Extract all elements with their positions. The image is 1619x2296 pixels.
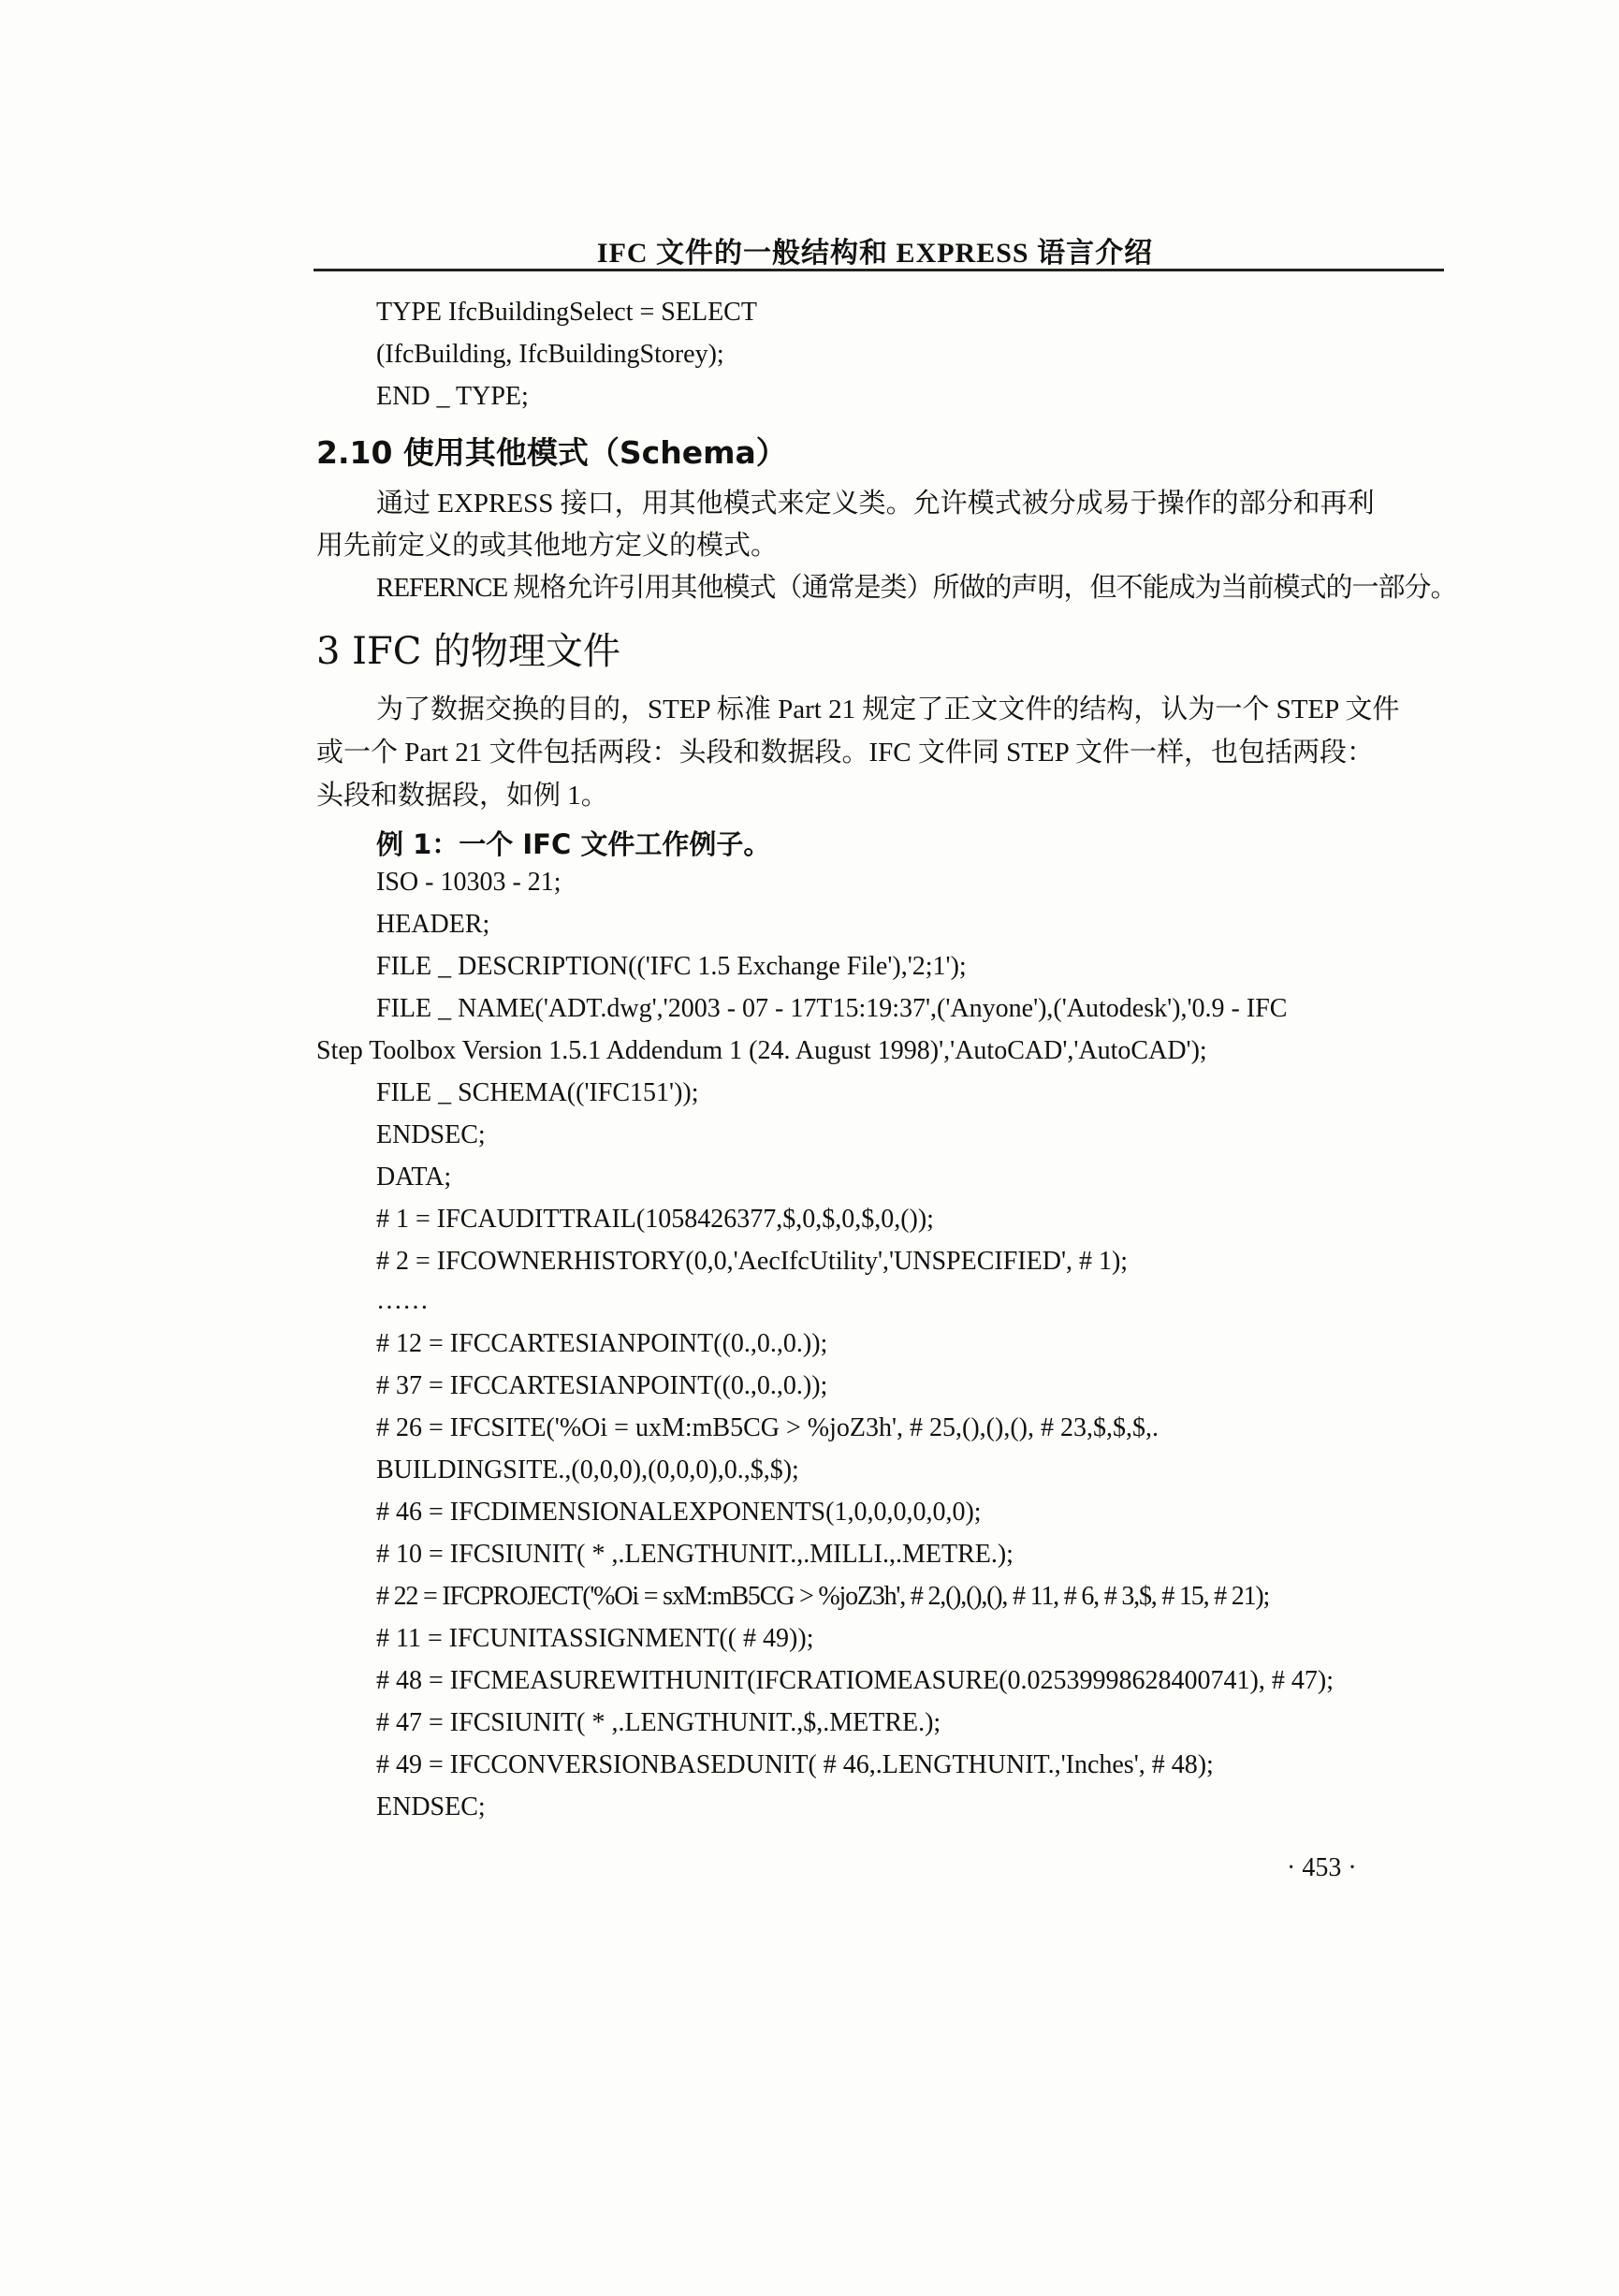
code-line: ISO - 10303 - 21; [376, 868, 562, 897]
code-line: ENDSEC; [376, 1120, 486, 1149]
code-line: # 22 = IFCPROJECT('%Oi = sxM:mB5CG > %joZ3h', # 2,(),(),(), # 11, # 6, # 3,$, # 15, # 21); [376, 1582, 1270, 1611]
code-line: # 1 = IFCAUDITTRAIL(1058426377,$,0,$,0,$,0,()); [376, 1205, 934, 1234]
code-line: END _ TYPE; [376, 382, 529, 411]
paragraph-line: 通过 EXPRESS 接口，用其他模式来定义类。允许模式被分成易于操作的部分和再利 [376, 489, 1375, 519]
code-line: Step Toolbox Version 1.5.1 Addendum 1 (24. August 1998)','AutoCAD','AutoCAD'); [316, 1036, 1207, 1065]
code-line: TYPE IfcBuildingSelect = SELECT [376, 298, 757, 327]
code-line: # 46 = IFCDIMENSIONALEXPONENTS(1,0,0,0,0,0,0); [376, 1498, 982, 1527]
page-number: · 453 · [1287, 1853, 1357, 1882]
paragraph-line: 或一个 Part 21 文件包括两段：头段和数据段。IFC 文件同 STEP 文件一样，也包括两段： [316, 738, 1374, 768]
code-line: # 47 = IFCSIUNIT( * ,.LENGTHUNIT.,$,.METRE.); [376, 1708, 941, 1737]
code-line: BUILDINGSITE.,(0,0,0),(0,0,0),0.,$,$); [376, 1455, 799, 1484]
code-line: # 11 = IFCUNITASSIGNMENT(( # 49)); [376, 1624, 814, 1653]
code-line: # 10 = IFCSIUNIT( * ,.LENGTHUNIT.,.MILLI.,.METRE.); [376, 1540, 1014, 1569]
running-head: IFC 文件的一般结构和 EXPRESS 语言介绍 [596, 238, 1154, 269]
ellipsis-line: …… [376, 1286, 429, 1315]
code-line: # 49 = IFCCONVERSIONBASEDUNIT( # 46,.LENGTHUNIT.,'Inches', # 48); [376, 1750, 1214, 1779]
section-title: 2.10 使用其他模式（Schema） [316, 434, 787, 471]
paragraph-line: 头段和数据段，如例 1。 [316, 781, 608, 811]
paragraph-line: 为了数据交换的目的，STEP 标准 Part 21 规定了正文文件的结构，认为一个 STEP 文件 [376, 695, 1400, 724]
code-line: FILE _ SCHEMA(('IFC151')); [376, 1078, 699, 1107]
code-line: ENDSEC; [376, 1792, 486, 1821]
code-line: (IfcBuilding, IfcBuildingStorey); [376, 340, 724, 369]
code-line: DATA; [376, 1163, 452, 1192]
paragraph-line: REFERNCE 规格允许引用其他模式（通常是类）所做的声明，但不能成为当前模式的一部分。 [376, 573, 1457, 603]
code-line: FILE _ DESCRIPTION(('IFC 1.5 Exchange File'),'2;1'); [376, 952, 967, 981]
example-title: 例 1：一个 IFC 文件工作例子。 [376, 828, 771, 860]
code-line: # 2 = IFCOWNERHISTORY(0,0,'AecIfcUtility','UNSPECIFIED', # 1); [376, 1247, 1129, 1276]
paragraph-line: 用先前定义的或其他地方定义的模式。 [316, 531, 779, 561]
code-line: HEADER; [376, 910, 490, 939]
code-line: # 12 = IFCCARTESIANPOINT((0.,0.,0.)); [376, 1329, 828, 1358]
code-line: # 48 = IFCMEASUREWITHUNIT(IFCRATIOMEASURE(0.02539998628400741), # 47); [376, 1666, 1334, 1695]
code-line: # 37 = IFCCARTESIANPOINT((0.,0.,0.)); [376, 1371, 828, 1400]
chapter-title: 3 IFC 的物理文件 [316, 630, 621, 673]
code-line: # 26 = IFCSITE('%Oi = uxM:mB5CG > %joZ3h', # 25,(),(),(), # 23,$,$,$,. [376, 1413, 1159, 1442]
code-line: FILE _ NAME('ADT.dwg','2003 - 07 - 17T15:19:37',('Anyone'),('Autodesk'),'0.9 - IFC [376, 994, 1288, 1023]
header-rule [314, 269, 1444, 271]
